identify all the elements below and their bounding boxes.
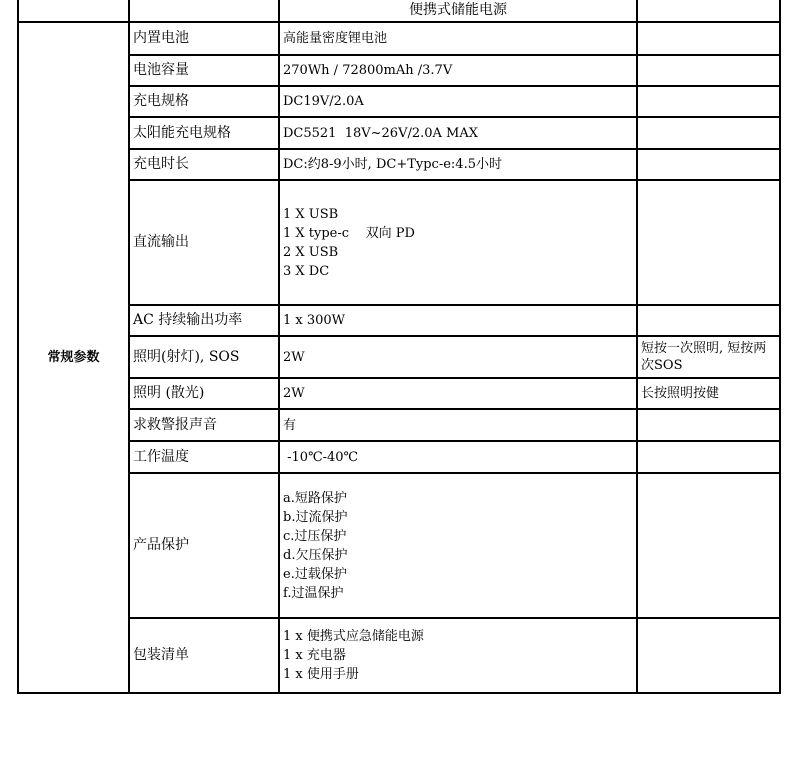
spec-row [18, 305, 780, 336]
spec-note [637, 55, 780, 86]
spec-value-line: 高能量密度锂电池 [283, 31, 388, 46]
spec-table-body [18, 0, 780, 693]
spec-note [637, 473, 780, 618]
spec-note: 长按照明按健 [637, 378, 780, 409]
spec-value-line: 1 X type-c 双向 PD [283, 225, 415, 241]
spec-note [637, 149, 780, 180]
spec-value-line: 1 x 300W [283, 313, 346, 328]
spec-label: 照明(射灯), SOS [129, 336, 279, 378]
spec-label: 照明 (散光) [129, 378, 279, 409]
spec-value-line: a.短路保护 [283, 490, 347, 506]
spec-row [18, 336, 780, 378]
header-row [18, 0, 780, 22]
spec-value-line: DC:约8-9小时, DC+Typc-e:4.5小时 [283, 157, 502, 172]
spec-value-line: DC5521 18V~26V/2.0A MAX [283, 125, 478, 141]
spec-value [279, 473, 637, 618]
spec-row [18, 22, 780, 55]
header-cell-empty-1 [18, 0, 129, 22]
spec-note [637, 305, 780, 336]
spec-value-line: 1 x 便携式应急储能电源 [283, 629, 424, 644]
spec-label: 工作温度 [129, 441, 279, 473]
spec-value [279, 55, 637, 86]
spec-note [637, 86, 780, 117]
spec-value-line: d.欠压保护 [283, 547, 348, 563]
spec-label: 充电时长 [129, 149, 279, 180]
product-title: 便携式储能电源 [279, 0, 637, 22]
spec-row [18, 55, 780, 86]
spec-value-line: b.过流保护 [283, 509, 348, 525]
spec-label: AC 持续输出功率 [129, 305, 279, 336]
spec-value [279, 180, 637, 305]
spec-value-line: 2 X USB [283, 244, 339, 260]
spec-row [18, 441, 780, 473]
spec-value [279, 618, 637, 693]
spec-value-line: 有 [283, 417, 297, 433]
spec-note: 短按一次照明, 短按两次SOS [637, 336, 780, 378]
spec-value [279, 86, 637, 117]
spec-value-line: e.过载保护 [283, 566, 347, 582]
spec-row [18, 117, 780, 149]
spec-row [18, 86, 780, 117]
spec-value-line: 2W [283, 386, 305, 401]
spec-label: 产品保护 [129, 473, 279, 618]
spec-value [279, 117, 637, 149]
spec-note [637, 441, 780, 473]
spec-row [18, 180, 780, 305]
spec-label: 充电规格 [129, 86, 279, 117]
spec-note [637, 180, 780, 305]
spec-note [637, 409, 780, 441]
spec-note [637, 22, 780, 55]
spec-row [18, 378, 780, 409]
spec-label: 内置电池 [129, 22, 279, 55]
spec-value-line: c.过压保护 [283, 528, 347, 544]
spec-label: 电池容量 [129, 55, 279, 86]
spec-value [279, 149, 637, 180]
spec-label: 太阳能充电规格 [129, 117, 279, 149]
spec-value-line: DC19V/2.0A [283, 94, 364, 109]
spec-value [279, 409, 637, 441]
page-bottom-whitespace [0, 722, 800, 777]
spec-row [18, 409, 780, 441]
spec-note [637, 618, 780, 693]
spec-value-line: 1 x 使用手册 [283, 667, 359, 682]
spec-value-line: f.过温保护 [283, 585, 344, 601]
spec-label: 包装清单 [129, 618, 279, 693]
spec-row [18, 618, 780, 693]
spec-value [279, 378, 637, 409]
spec-value-line: -10℃-40℃ [283, 449, 359, 465]
spec-value-line: 270Wh / 72800mAh /3.7V [283, 63, 453, 78]
spec-row [18, 473, 780, 618]
header-cell-empty-3 [637, 0, 780, 22]
spec-label: 求救警报声音 [129, 409, 279, 441]
spec-note [637, 117, 780, 149]
spec-value-line: 1 X USB [283, 206, 339, 222]
header-cell-empty-2 [129, 0, 279, 22]
spec-value-line: 2W [283, 349, 305, 365]
spec-value-line: 1 x 充电器 [283, 648, 346, 663]
spec-value [279, 305, 637, 336]
spec-value [279, 22, 637, 55]
spec-value-line: 3 X DC [283, 263, 330, 279]
spec-value [279, 441, 637, 473]
spec-label: 直流输出 [129, 180, 279, 305]
spec-value [279, 336, 637, 378]
spec-table [17, 0, 781, 694]
spec-row [18, 149, 780, 180]
category-cell: 常规参数 [18, 22, 129, 693]
